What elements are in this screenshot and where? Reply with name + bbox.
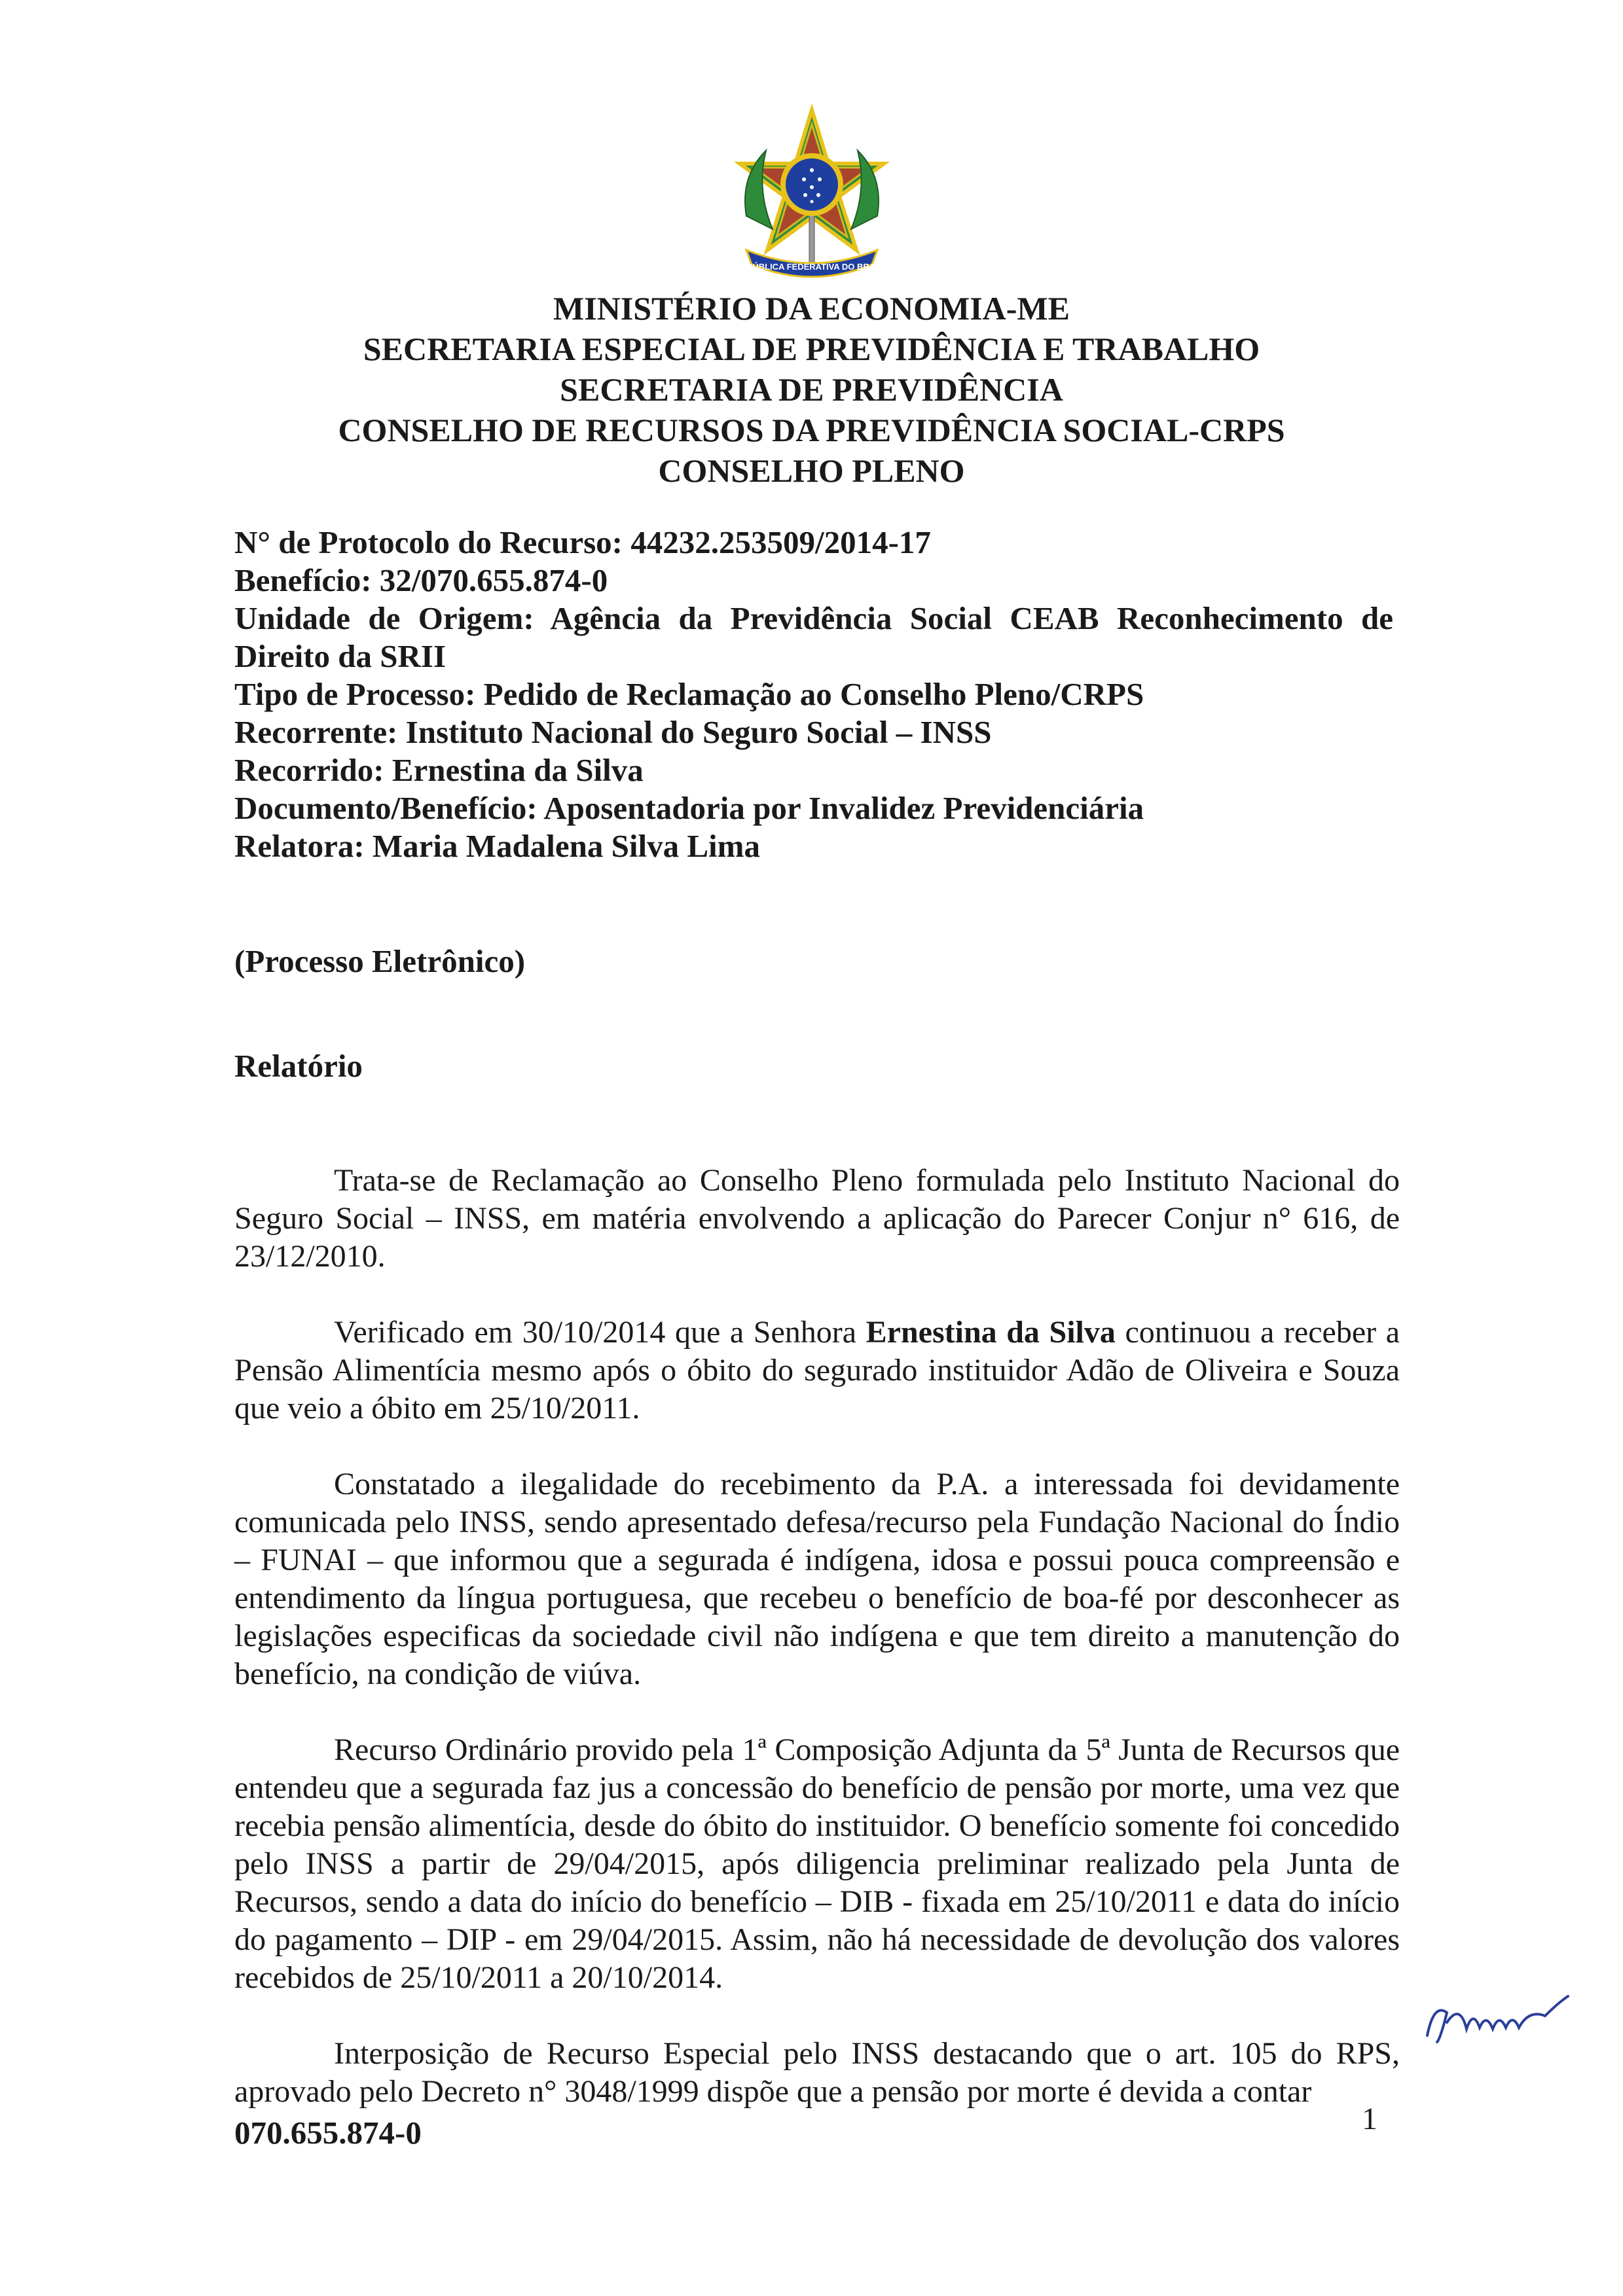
meta-protocol: N° de Protocolo do Recurso: 44232.253509/2014-17 (234, 524, 931, 560)
meta-rapporteur: Relatora: Maria Madalena Silva Lima (234, 828, 760, 864)
body-paragraph-2-name: Ernestina da Silva (866, 1315, 1116, 1350)
body-paragraph-5: Interposição de Recurso Especial pelo INSS destacando que o art. 105 do RPS, aprovado pelo Decreto n° 3048/1999 dispõe que a pensão por morte é devida a contar (234, 2036, 1400, 2109)
body-paragraph-2-end: continuou a receber a Pensão Alimentícia mesmo após o óbito do segurado instituidor Adão de Oliveira e Souza que veio a óbito em 25/10/2011. (234, 1315, 1400, 1426)
meta-appellant: Recorrente: Instituto Nacional do Seguro Social – INSS (234, 714, 992, 750)
header-council: CONSELHO DE RECURSOS DA PREVIDÊNCIA SOCIAL-CRPS (338, 412, 1285, 448)
electronic-process-label: (Processo Eletrônico) (234, 943, 526, 979)
meta-origin-unit: Unidade de Origem: Agência da Previdência Social CEAB Reconhecimento de (234, 600, 1393, 636)
header-ministry: MINISTÉRIO DA ECONOMIA-ME (553, 290, 1070, 327)
report-body (234, 1162, 1400, 2111)
meta-appellee: Recorrido: Ernestina da Silva (234, 752, 644, 788)
meta-benefit: Benefício: 32/070.655.874-0 (234, 562, 608, 598)
body-paragraph-2 (234, 1314, 1400, 1427)
header-secretariat-special: SECRETARIA ESPECIAL DE PREVIDÊNCIA E TRABALHO (363, 331, 1260, 367)
seal-ribbon-text: REPÚBLICA FEDERATIVA DO BRASIL (735, 262, 889, 272)
body-paragraph-2-start: Verificado em 30/10/2014 que a Senhora (334, 1315, 866, 1350)
report-title: Relatório (234, 1048, 363, 1084)
body-paragraph-3: Constatado a ilegalidade do recebimento da P.A. a interessada foi devidamente comunicada pelo INSS, sendo apresentado defesa/recurso pela Fundação Nacional do Índio – FUNAI – que informou que a segurada é indígena, idosa e possui pouca compreensão e entendimento da língua portuguesa, que recebeu o benefício de boa-fé por desconhecer as legislações especificas da sociedade civil não indígena e que tem direito a manutenção do benefício, na condição de viúva. (234, 1467, 1400, 1691)
brazil-coat-of-arms-icon (720, 105, 903, 288)
meta-origin-unit-cont: Direito da SRII (234, 638, 447, 674)
meta-document: Documento/Benefício: Aposentadoria por Invalidez Previdenciária (234, 790, 1144, 826)
body-paragraph-1: Trata-se de Reclamação ao Conselho Pleno formulada pelo Instituto Nacional do Seguro Social – INSS, em matéria envolvendo a aplicação do Parecer Conjur n° 616, de 23/12/2010. (234, 1163, 1400, 1274)
meta-process-type: Tipo de Processo: Pedido de Reclamação ao Conselho Pleno/CRPS (234, 676, 1144, 712)
header-plenary: CONSELHO PLENO (658, 452, 965, 489)
body-paragraph-4: Recurso Ordinário provido pela 1ª Composição Adjunta da 5ª Junta de Recursos que entendeu que a segurada faz jus a concessão do benefício de pensão por morte, uma vez que recebia pensão alimentícia, desde do óbito do instituidor. O benefício somente foi concedido pelo INSS a partir de 29/04/2015, após diligencia preliminar realizado pela Junta de Recursos, sendo a data do início do benefício – DIB - fixada em 25/10/2011 e data do início do pagamento – DIP - em 29/04/2015. Assim, não há necessidade de devolução dos valores recebidos de 25/10/2011 a 20/10/2014. (234, 1732, 1400, 1995)
seal-center-circle (780, 153, 843, 216)
footer-benefit-code: 070.655.874-0 (234, 2115, 422, 2151)
handwritten-signature (1414, 1977, 1584, 2055)
page-number: 1 (1362, 2102, 1377, 2136)
process-metadata (234, 524, 1393, 865)
document-header (196, 288, 1427, 491)
header-secretariat: SECRETARIA DE PREVIDÊNCIA (560, 371, 1063, 408)
